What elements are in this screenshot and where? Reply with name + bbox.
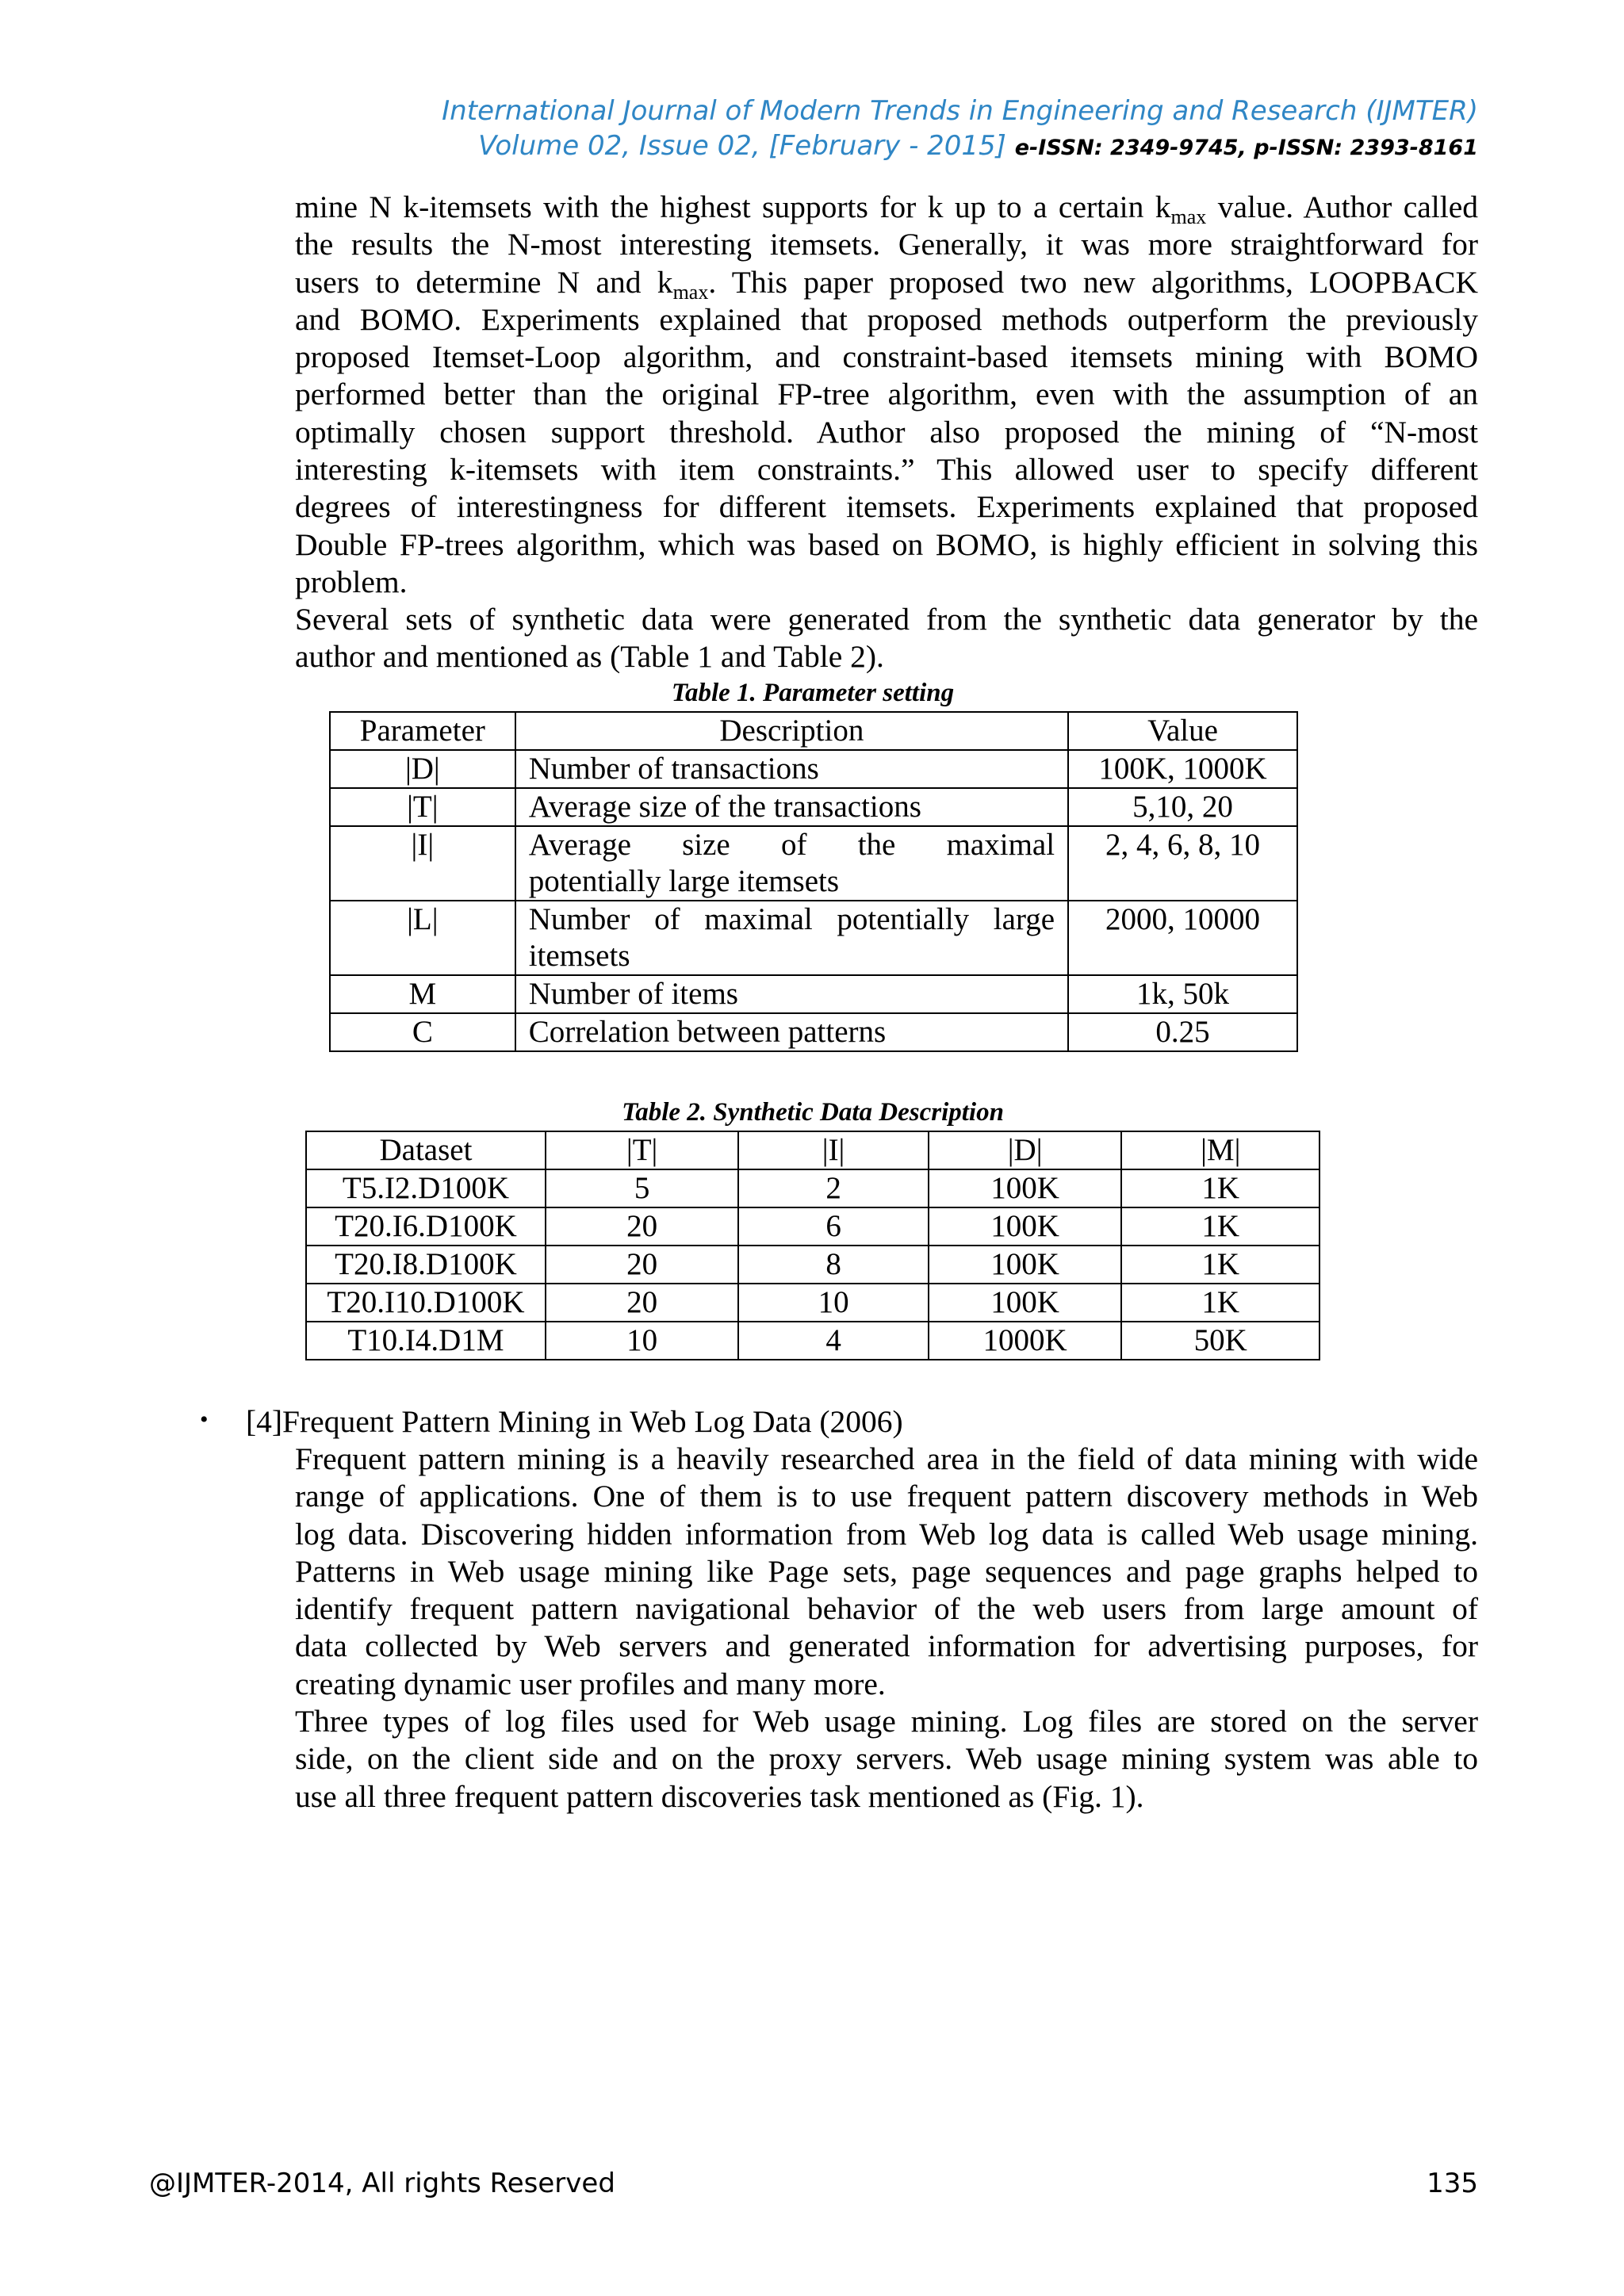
table-cell: 10 [738,1284,928,1322]
value-cell: 5,10, 20 [1068,788,1297,826]
table1-header-cell: Description [515,712,1068,750]
parameter-setting-table [329,711,1298,1052]
table-row [330,826,1297,901]
text-line: Double FP-trees algorithm, which was based on BOMO, is highly efficient in solving this [295,526,1478,562]
section-title: [4]Frequent Pattern Mining in Web Log Data (2006) [246,1404,903,1439]
table1-caption: Table 1. Parameter setting [671,679,955,707]
table-cell: 8 [738,1246,928,1284]
table-row [330,750,1297,788]
table-cell: 10 [546,1322,738,1360]
table-row [330,975,1297,1013]
table-cell: 100K [929,1207,1122,1246]
table-cell: 1K [1121,1169,1320,1207]
synthetic-data-table [305,1131,1320,1360]
table-cell: 1000K [929,1322,1122,1360]
copyright: @IJMTER-2014, All rights Reserved [149,2168,615,2199]
table1-header-cell: Value [1068,712,1297,750]
table-cell: 20 [546,1284,738,1322]
value-cell: 0.25 [1068,1013,1297,1051]
text-line: potentially large itemsets [528,864,840,898]
journal-volume-line [295,128,1478,166]
description-cell: Average size of the transactions [515,788,1068,826]
table-cell: T5.I2.D100K [306,1169,546,1207]
text-line: range of applications. One of them is to use frequent pattern discovery methods in Web [295,1479,1478,1514]
text-line: use all three frequent pattern discoveries task mentioned as (Fig. 1). [295,1778,1144,1814]
text-line: proposed Itemset-Loop algorithm, and constraint-based itemsets mining with BOMO [295,339,1478,375]
parameter-cell: C [330,1013,515,1051]
text-line: problem. [295,564,408,599]
table-cell: 1K [1121,1207,1320,1246]
text-line: Frequent pattern mining is a heavily researched area in the field of data mining with wide [295,1441,1478,1476]
table-cell: T20.I10.D100K [306,1284,546,1322]
value-cell: 2, 4, 6, 8, 10 [1068,826,1297,901]
synthetic-data-paragraph [295,601,1478,676]
table1-header-row [330,712,1297,750]
description-cell: Correlation between patterns [515,1013,1068,1051]
text-line: Number of maximal potentially large [528,902,1055,936]
text-line: the results the N-most interesting itemsets. Generally, it was more straightforward for [295,227,1478,262]
text-line: creating dynamic user profiles and many more. [295,1666,886,1701]
text-line: mine N k-itemsets with the highest supports for k up to a certain $k_{max}$ value. Author called [295,189,1478,228]
text-line: Three types of log files used for Web usage mining. Log files are stored on the server [295,1704,1478,1739]
description-cell: Number of items [515,975,1068,1013]
parameter-cell: |T| [330,788,515,826]
text-line: author and mentioned as (Table 1 and Table 2). [295,639,884,675]
table2-header-cell: |T| [546,1131,738,1169]
bullet-icon: • [200,1406,209,1433]
text-line: identify frequent pattern navigational behavior of the web users from large amount of [295,1591,1478,1627]
text-line: data collected by Web servers and generated information for advertising purposes, for [295,1628,1478,1664]
table-cell: 100K [929,1284,1122,1322]
description-cell: Number of transactions [515,750,1068,788]
subscript: max [1170,205,1207,228]
table-cell: T10.I4.D1M [306,1322,546,1360]
log-files-paragraph [295,1703,1478,1816]
table-cell: 2 [738,1169,928,1207]
table-cell: T20.I8.D100K [306,1246,546,1284]
text-line: Several sets of synthetic data were generated from the synthetic data generator by the [295,602,1478,637]
table-cell: 6 [738,1207,928,1246]
table-row [306,1246,1320,1284]
parameter-cell: |I| [330,826,515,901]
text-line: Patterns in Web usage mining like Page sets, page sequences and page graphs helped to [295,1553,1478,1589]
table-cell: T20.I6.D100K [306,1207,546,1246]
table-cell: 20 [546,1246,738,1284]
text-line: side, on the client side and on the proxy servers. Web usage mining system was able to [295,1741,1478,1777]
table-row [306,1169,1320,1207]
table1-header-cell: Parameter [330,712,515,750]
intro-paragraph [295,189,1478,601]
text-line: degrees of interestingness for different itemsets. Experiments explained that proposed [295,489,1478,525]
table-row [330,1013,1297,1051]
table-cell: 1K [1121,1284,1320,1322]
table-cell: 100K [929,1246,1122,1284]
description-cell [515,826,1068,901]
value-cell: 100K, 1000K [1068,750,1297,788]
table-cell: 5 [546,1169,738,1207]
text-line: Average size of the maximal [528,828,1055,862]
value-cell: 1k, 50k [1068,975,1297,1013]
table2-header-cell: |I| [738,1131,928,1169]
web-log-paragraph [295,1441,1478,1703]
table2-header-cell: |M| [1121,1131,1320,1169]
table-row [306,1284,1320,1322]
table-cell: 100K [929,1169,1122,1207]
text-line: users to determine N and $k_{max}$. This paper proposed two new algorithms, LOOPBACK [295,264,1478,304]
journal-volume: Volume 02, Issue 02, [February - 2015] [478,130,1006,162]
parameter-cell: M [330,975,515,1013]
parameter-cell: |L| [330,901,515,975]
table-row [330,788,1297,826]
table-row [306,1207,1320,1246]
table2-header-cell: Dataset [306,1131,546,1169]
table2-header-row [306,1131,1320,1169]
table-cell: 4 [738,1322,928,1360]
table2-header-cell: |D| [929,1131,1122,1169]
journal-title: International Journal of Modern Trends in Engineering and Research (IJMTER) [442,95,1478,127]
table-cell: 50K [1121,1322,1320,1360]
table-cell: 20 [546,1207,738,1246]
page-number: 135 [1427,2168,1478,2199]
journal-issn: e-ISSN: 2349-9745, p-ISSN: 2393-8161 [1014,136,1478,160]
text-line: and BOMO. Experiments explained that proposed methods outperform the previously [295,301,1478,337]
table-row [330,901,1297,975]
journal-header [295,94,1478,166]
subscript: max [672,280,709,304]
description-cell [515,901,1068,975]
table2-caption: Table 2. Synthetic Data Description [622,1098,1004,1127]
text-line: interesting k-itemsets with item constraints.” This allowed user to specify different [295,452,1478,488]
parameter-cell: |D| [330,750,515,788]
text-line: performed better than the original FP-tree algorithm, even with the assumption of an [295,377,1478,412]
text-line: itemsets [528,939,630,973]
table-cell: 1K [1121,1246,1320,1284]
table-row [306,1322,1320,1360]
text-line: optimally chosen support threshold. Author also proposed the mining of “N-most [295,414,1478,450]
value-cell: 2000, 10000 [1068,901,1297,975]
text-line: log data. Discovering hidden information from Web log data is called Web usage mining. [295,1516,1478,1552]
